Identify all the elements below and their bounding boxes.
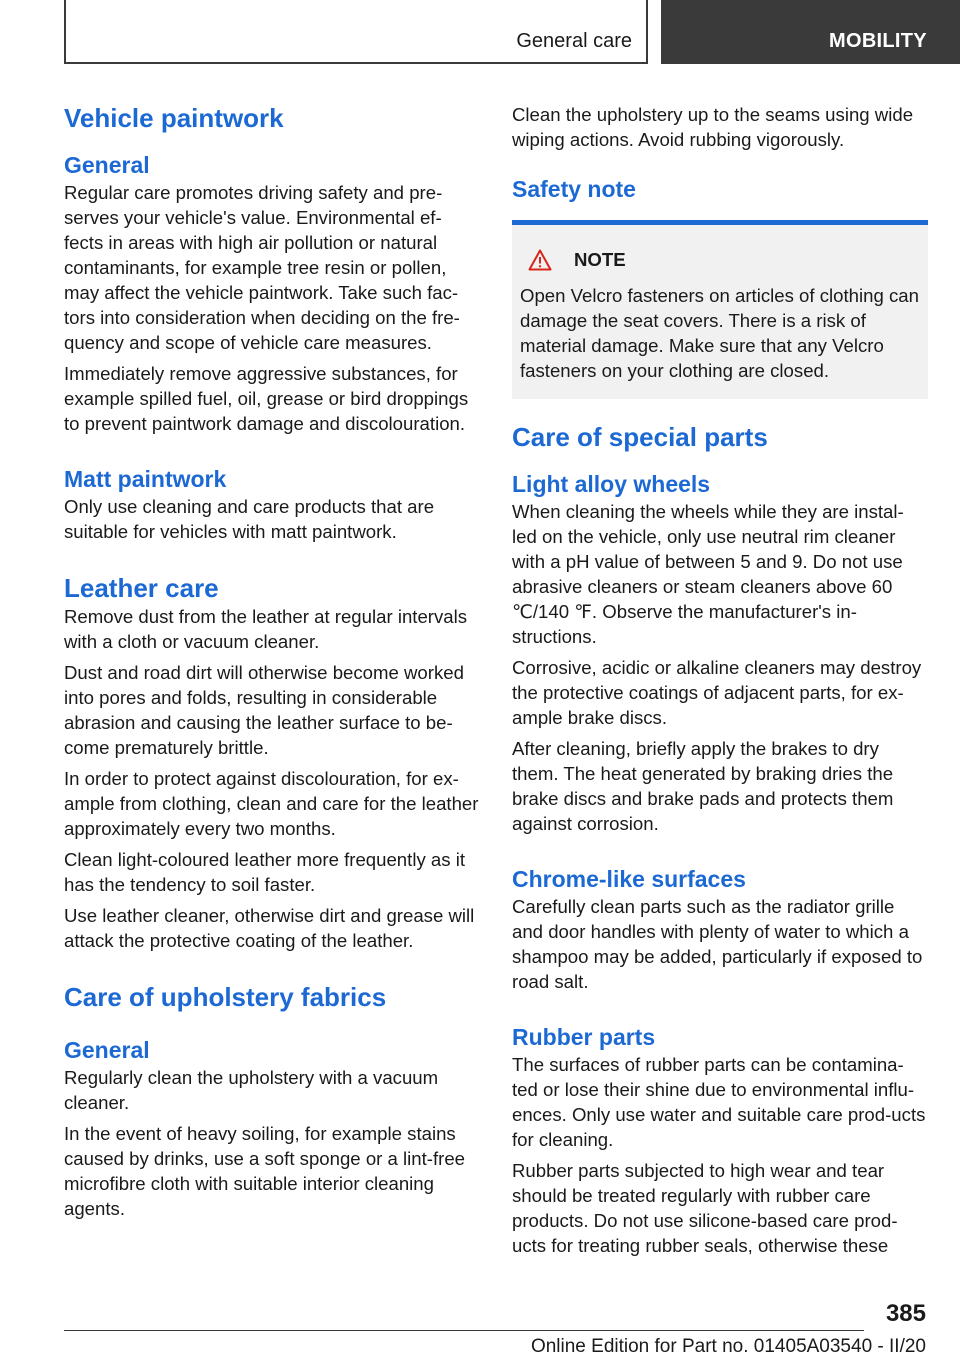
heading-care-of-special-parts: Care of special parts <box>512 422 768 452</box>
heading-safety-note: Safety note <box>512 176 636 202</box>
paragraph: Corrosive, acidic or alkaline cleaners may destroy the protective coatings of adjacent parts, for ex‐ample brake discs. <box>512 657 922 728</box>
header-chapter-tab: MOBILITY <box>661 0 960 64</box>
paragraph: Clean light-coloured leather more frequently as it has the tendency to soil faster. <box>64 849 466 895</box>
paragraph: Carefully clean parts such as the radiator grille and door handles with plenty of water to which a shampoo may be added, particularly if exposed to road salt. <box>512 896 923 992</box>
paragraph: Clean the upholstery up to the seams using wide wiping actions. Avoid rubbing vigorously. <box>512 104 914 150</box>
note-text: Open Velcro fasteners on articles of clothing can damage the seat covers. There is a risk of material damage. Make sure that any Velcro fasteners on your clothing are closed. <box>520 285 919 381</box>
paragraph: Remove dust from the leather at regular intervals with a cloth or vacuum cleaner. <box>64 606 468 652</box>
right-column <box>512 102 928 1264</box>
footer-divider <box>64 1330 864 1331</box>
paragraph: Rubber parts subjected to high wear and tear should be treated regularly with rubber care products. Do not use silicone-based care prod‐ucts for treating rubber seals, otherwise these <box>512 1160 898 1256</box>
paragraph: Use leather cleaner, otherwise dirt and grease will attack the protective coating of the leather. <box>64 905 475 951</box>
paragraph: When cleaning the wheels while they are instal‐led on the vehicle, only use neutral rim cleaner with a pH value of between 5 and 9. Do not use abrasive cleaners or steam cleaners above 60 ℃/140 ℉. Observe the manufacturer's in‐structions. <box>512 501 904 647</box>
paragraph: The surfaces of rubber parts can be contamina‐ted or lose their shine due to environmental influ‐ences. Only use water and suitable care prod‐ucts for cleaning. <box>512 1054 926 1150</box>
footer-edition: Online Edition for Part no. 01405A03540 - II/20 <box>530 1336 926 1357</box>
paragraph: Only use cleaning and care products that are suitable for vehicles with matt paintwork. <box>64 496 435 542</box>
paragraph: Regularly clean the upholstery with a vacuum cleaner. <box>64 1067 439 1113</box>
note-label: NOTE <box>574 249 626 270</box>
heading-general: General <box>64 1037 150 1063</box>
note-box <box>512 220 928 399</box>
paragraph: In order to protect against discolouration, for ex‐ample from clothing, clean and care for the leather approximately every two months. <box>64 768 479 839</box>
heading-general: General <box>64 152 150 178</box>
heading-light-alloy-wheels: Light alloy wheels <box>512 471 711 497</box>
heading-upholstery-fabrics: Care of upholstery fabrics <box>64 982 387 1012</box>
paragraph: In the event of heavy soiling, for example stains caused by drinks, use a soft sponge or a lint-free microfibre cloth with suitable interior cleaning agents. <box>64 1123 466 1219</box>
heading-leather-care: Leather care <box>64 573 219 603</box>
heading-rubber-parts: Rubber parts <box>512 1024 656 1050</box>
warning-triangle-icon <box>528 249 552 271</box>
heading-vehicle-paintwork: Vehicle paintwork <box>64 103 284 133</box>
header-box <box>64 0 648 64</box>
paragraph: After cleaning, briefly apply the brakes to dry them. The heat generated by braking dries the brake discs and brake pads and protects them against corrosion. <box>512 738 894 834</box>
page-number: 385 <box>885 1300 926 1327</box>
left-column <box>64 102 480 1227</box>
header-section-title: General care <box>516 30 632 52</box>
note-header <box>528 249 920 271</box>
paragraph: Regular care promotes driving safety and pre‐serves your vehicle's value. Environmental ef‐fects in areas with high air pollution or natural contaminants, for example tree resin or pollen, may affect the vehicle paintwork. Take such fac‐tors into consideration when deciding on the fre‐quency and scope of vehicle care measures. <box>64 182 460 353</box>
paragraph: Immediately remove aggressive substances, for example spilled fuel, oil, grease or bird droppings to prevent paintwork damage and discolouration. <box>64 363 469 434</box>
heading-matt-paintwork: Matt paintwork <box>64 466 227 492</box>
heading-chrome-like-surfaces: Chrome-like surfaces <box>512 866 746 892</box>
paragraph: Dust and road dirt will otherwise become worked into pores and folds, resulting in considerable abrasion and causing the leather surface to be‐come prematurely brittle. <box>64 662 464 758</box>
